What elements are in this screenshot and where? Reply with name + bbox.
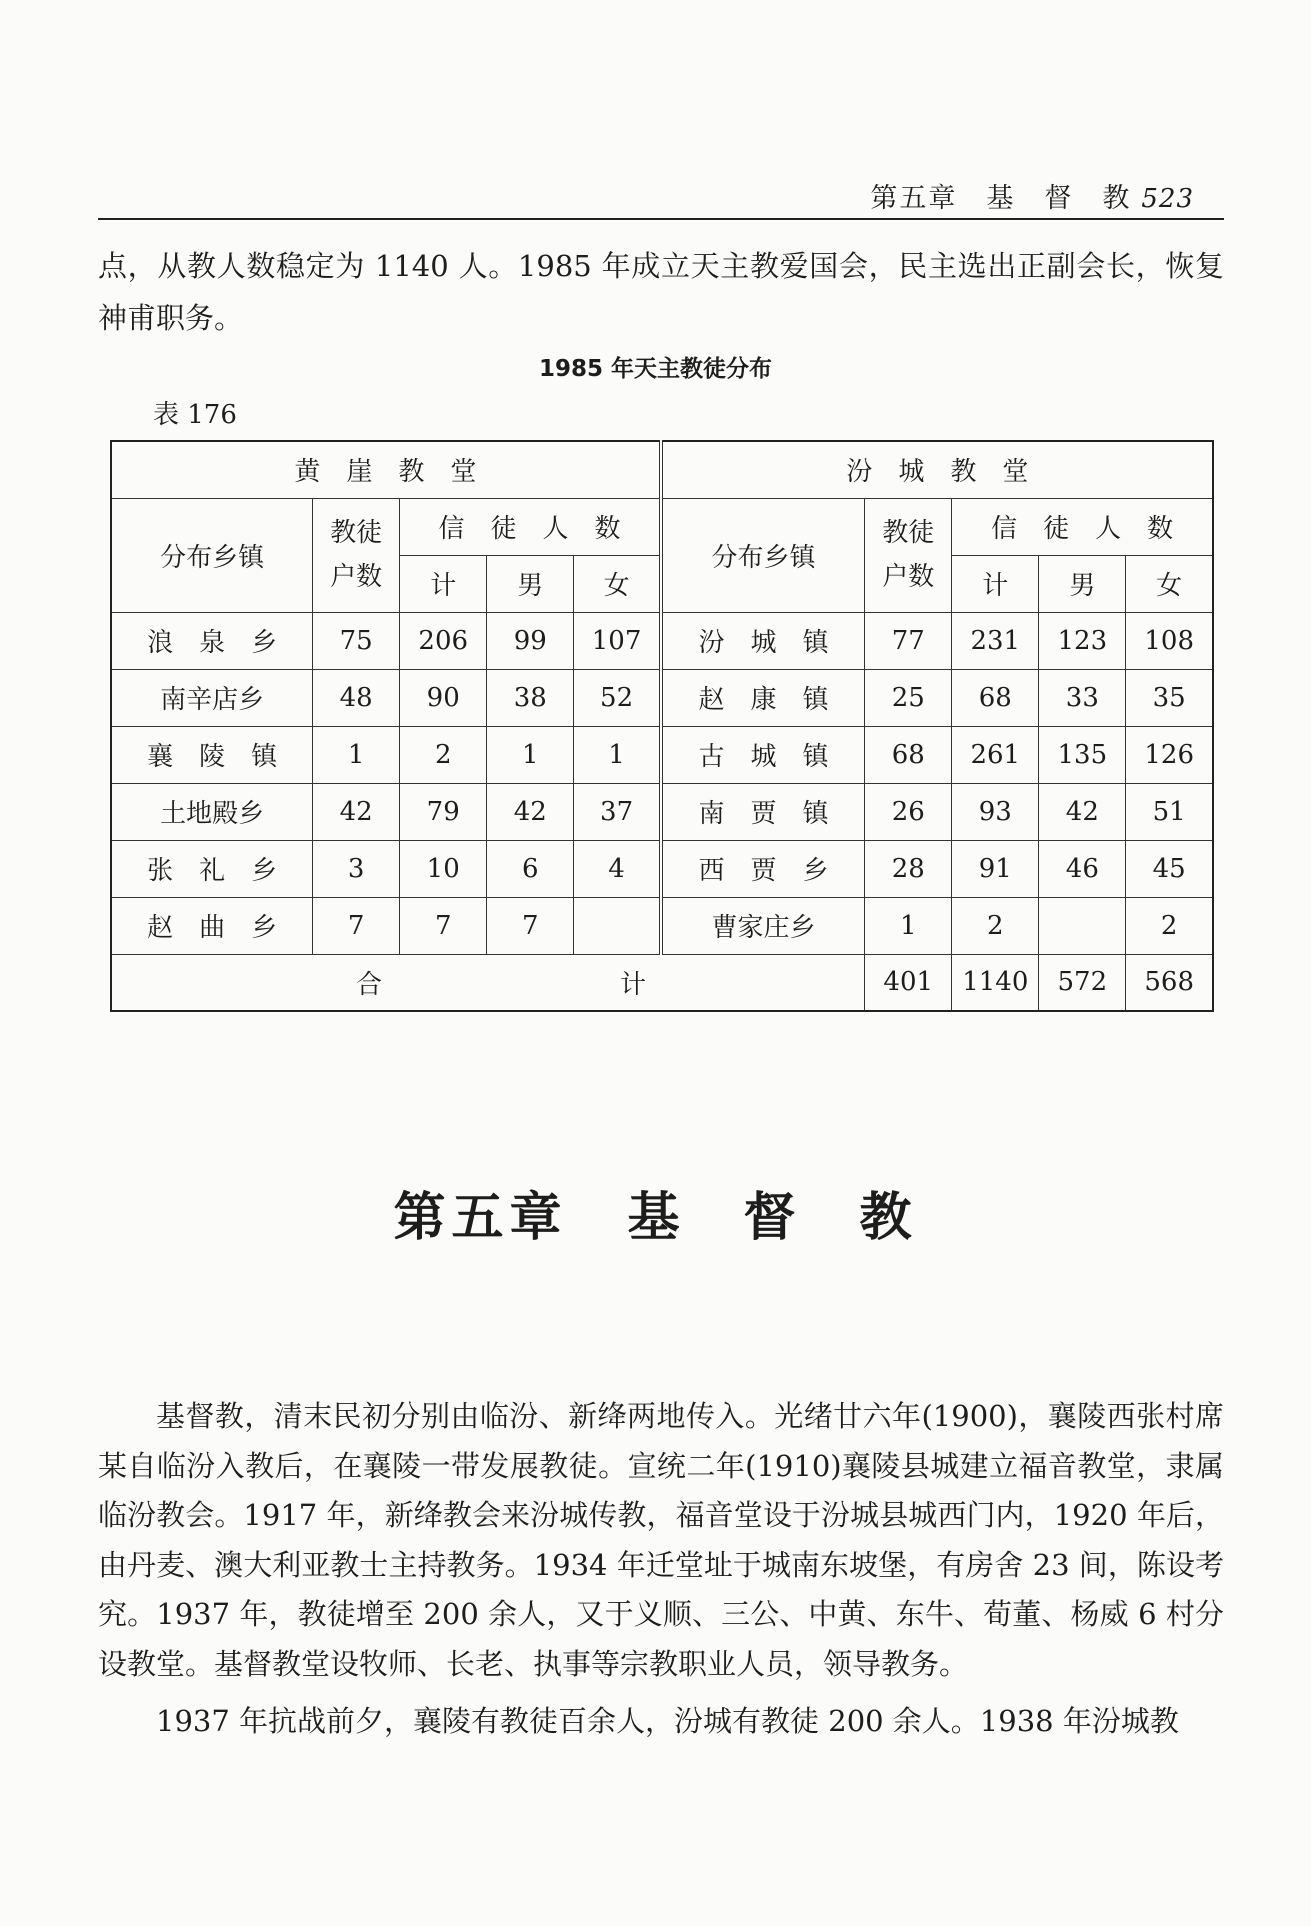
right-col-male: 男 [1039,555,1126,612]
right-female: 108 [1126,612,1213,669]
left-col-female: 女 [574,555,661,612]
sum-label-b: 计 [620,969,647,1000]
header-text [870,176,1194,215]
sum-households: 401 [865,954,952,1011]
table-row [111,726,1213,783]
right-group-header: 汾 城 教 堂 [661,441,1213,498]
left-total: 2 [400,726,487,783]
right-total: 231 [952,612,1039,669]
left-male: 42 [487,783,574,840]
chapter-title-name: 基 督 教 [627,1187,918,1248]
right-total: 91 [952,840,1039,897]
left-households: 48 [313,669,400,726]
sum-row [111,954,1213,1011]
right-total: 93 [952,783,1039,840]
table-row [111,783,1213,840]
left-households: 42 [313,783,400,840]
right-region: 汾 城 镇 [661,612,865,669]
right-male: 42 [1039,783,1126,840]
catholic-distribution-table [110,440,1214,1012]
left-group-header: 黄 崖 教 堂 [111,441,661,498]
left-region: 襄 陵 镇 [111,726,313,783]
right-male: 123 [1039,612,1126,669]
left-female: 37 [574,783,661,840]
right-households: 26 [865,783,952,840]
right-col-female: 女 [1126,555,1213,612]
right-female: 35 [1126,669,1213,726]
table-row [111,897,1213,954]
right-region: 曹家庄乡 [661,897,865,954]
sum-male: 572 [1039,954,1126,1011]
right-female: 126 [1126,726,1213,783]
table-row [111,840,1213,897]
left-female: 107 [574,612,661,669]
chapter-title-number: 第五章 [393,1187,568,1248]
table-number: 表 176 [153,400,237,430]
right-region: 西 贾 乡 [661,840,865,897]
left-col-believers: 信 徒 人 数 [400,498,661,555]
right-households: 77 [865,612,952,669]
paragraph: 基督教，清末民初分别由临汾、新绛两地传入。光绪廿六年(1900)，襄陵西张村席某自临汾入教后，在襄陵一带发展教徒。宣统二年(1910)襄陵县城建立福音教堂，隶属临汾教会。1917 年，新绛教会来汾城传教，福音堂设于汾城县城西门内，1920 年后，由丹麦、澳大利亚教士主持教务。1934 年迁堂址于城南东坡堡，有房舍 23 间，陈设考究。1937 年，教徒增至 200 余人，又于义顺、三公、中黄、东牛、荀董、杨威 6 村分设教堂。基督教堂设牧师、长老、执事等宗教职业人员，领导教务。 [98,1399,1224,1681]
right-female: 51 [1126,783,1213,840]
right-col-households: 教徒户数 [865,498,952,612]
left-col-male: 男 [487,555,574,612]
table-row [111,669,1213,726]
left-male: 6 [487,840,574,897]
chapter-title [0,1175,1311,1250]
left-col-households: 教徒户数 [313,498,400,612]
right-male: 46 [1039,840,1126,897]
right-female: 2 [1126,897,1213,954]
table-title: 1985 年天主教徒分布 [538,356,773,382]
right-total: 261 [952,726,1039,783]
sum-total: 1140 [952,954,1039,1011]
sum-label-a: 合 [356,969,383,1000]
left-col-total: 计 [400,555,487,612]
sum-label [111,954,865,1011]
right-region: 古 城 镇 [661,726,865,783]
left-households: 3 [313,840,400,897]
continuation-paragraph: 点，从教人数稳定为 1140 人。1985 年成立天主教爱国会，民主选出正副会长，恢复神甫职务。 [98,249,1224,335]
left-total: 79 [400,783,487,840]
body-text [98,1392,1224,1747]
left-households: 75 [313,612,400,669]
right-male [1039,897,1126,954]
left-male: 99 [487,612,574,669]
left-female: 4 [574,840,661,897]
page-number: 523 [1141,184,1194,214]
left-total: 90 [400,669,487,726]
right-male: 33 [1039,669,1126,726]
right-female: 45 [1126,840,1213,897]
left-region: 浪 泉 乡 [111,612,313,669]
left-region: 赵 曲 乡 [111,897,313,954]
paragraph: 1937 年抗战前夕，襄陵有教徒百余人，汾城有教徒 200 余人。1938 年汾城教 [156,1704,1179,1738]
left-male: 38 [487,669,574,726]
right-total: 68 [952,669,1039,726]
left-households: 7 [313,897,400,954]
left-female: 1 [574,726,661,783]
left-total: 206 [400,612,487,669]
right-households: 1 [865,897,952,954]
right-male: 135 [1039,726,1126,783]
left-region: 土地殿乡 [111,783,313,840]
right-households: 25 [865,669,952,726]
sum-female: 568 [1126,954,1213,1011]
running-header [98,172,1224,220]
left-col-region: 分布乡镇 [111,498,313,612]
header-chapter: 第五章 基 督 教 [870,183,1132,214]
left-male: 7 [487,897,574,954]
right-col-total: 计 [952,555,1039,612]
right-col-believers: 信 徒 人 数 [952,498,1213,555]
left-female [574,897,661,954]
right-col-region: 分布乡镇 [661,498,865,612]
table-row [111,612,1213,669]
right-region: 赵 康 镇 [661,669,865,726]
right-total: 2 [952,897,1039,954]
right-region: 南 贾 镇 [661,783,865,840]
left-region: 张 礼 乡 [111,840,313,897]
left-total: 7 [400,897,487,954]
right-households: 68 [865,726,952,783]
left-total: 10 [400,840,487,897]
right-households: 28 [865,840,952,897]
left-region: 南辛店乡 [111,669,313,726]
left-male: 1 [487,726,574,783]
left-households: 1 [313,726,400,783]
left-female: 52 [574,669,661,726]
